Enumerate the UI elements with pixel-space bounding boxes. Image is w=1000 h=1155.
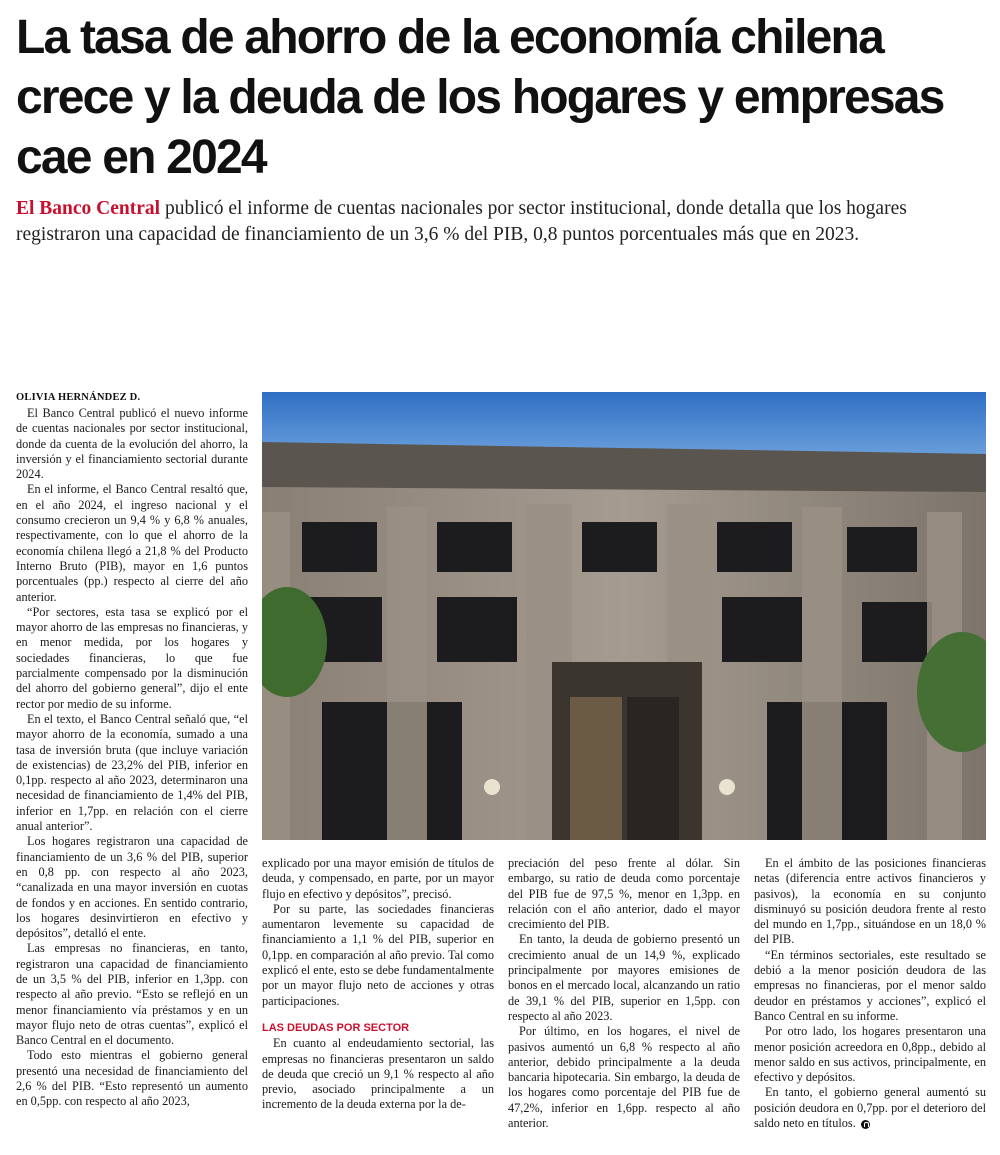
lede-text: publicó el informe de cuentas nacionales por sector institucional, donde detalla que los hogares registraron una capacidad de financiamiento de un 3,6 % del PIB, 0,8 puntos porcentuales más que en 2023. xyxy=(16,198,907,245)
paragraph: Los hogares registraron una capacidad de financiamiento de un 3,6 % del PIB, superior en 0,8 pp. con respecto al año 2023, “canalizada en una mayor inversión en cuotas de fondos y en acciones. En sentido contrario, los hogares desinvirtieron en efectivo y depósitos”, detalló el ente. xyxy=(16,834,248,941)
paragraph: preciación del peso frente al dólar. Sin embargo, su ratio de deuda como porcentaje del PIB fue de 97,5 %, menor en 1,3pp. en relación con el año anterior, dado el mayor crecimiento del PIB. xyxy=(508,856,740,932)
body-column-1 xyxy=(16,406,248,1110)
final-sentence: En tanto, el gobierno general aumentó su posición deudora en 0,7pp. por el deterioro del saldo neto en títulos. xyxy=(754,1085,986,1131)
paragraph: Por último, en los hogares, el nivel de pasivos aumentó un 6,8 % respecto al año anterior, debido principalmente a la deuda bancaria hipotecaria. Sin embargo, la deuda de los hogares como porcentaje del PIB fue de 47,2%, inferior en 1,6pp. respecto al año anterior. xyxy=(508,1024,740,1131)
central-bank-building-photo xyxy=(262,392,986,840)
article-end-icon xyxy=(861,1120,870,1129)
headline: La tasa de ahorro de la economía chilena crece y la deuda de los hogares y empresas cae en 2024 xyxy=(16,11,944,184)
paragraph: En el ámbito de las posiciones financieras netas (diferencia entre activos financieros y pasivos), la economía en su conjunto disminuyó su posición deudora frente al resto del mundo en 1,7pp., situándose en un 18,0 % del PIB. xyxy=(754,856,986,947)
body-column-4 xyxy=(754,856,986,1131)
body-column-3 xyxy=(508,856,740,1131)
paragraph: En el texto, el Banco Central señaló que, “el mayor ahorro de la economía, sumado a una tasa de inversión bruta (que incluye variación de existencias) de 23,2% del PIB, inferior en 0,1pp. respecto al año 2023, determinaron una necesidad de financiamiento de 1,4% del PIB, inferior en 1,7pp. en relación con el cierre anual anterior”. xyxy=(16,711,248,834)
paragraph xyxy=(754,1085,986,1131)
body-column-2 xyxy=(262,856,494,1113)
paragraph: Por su parte, las sociedades financieras aumentaron levemente su capacidad de financiamiento a 1,1 % del PIB, superior en 0,1pp. en comparación al año previo. Tal como explicó el ente, esto se debe fundamentalmente por un mayor flujo neto de acciones y otras participaciones. xyxy=(262,901,494,1008)
paragraph: “Por sectores, esta tasa se explicó por el mayor ahorro de las empresas no financieras, y en menor medida, por los hogares y sociedades financieras, lo que fue parcialmente compensado por la disminución del ahorro del gobierno general”, dijo el ente rector por medio de su informe. xyxy=(16,604,248,711)
paragraph: Por otro lado, los hogares presentaron una menor posición acreedora en 0,8pp., debido al menor saldo en sus activos, principalmente, en efectivo y depósitos. xyxy=(754,1024,986,1085)
byline: OLIVIA HERNÁNDEZ D. xyxy=(16,392,141,403)
lede xyxy=(16,196,976,248)
paragraph: El Banco Central publicó el nuevo informe de cuentas nacionales por sector institucional, donde da cuenta de la evolución del ahorro, la inversión y el financiamiento sectorial durante 2024. xyxy=(16,406,248,482)
section-subhead: LAS DEUDAS POR SECTOR xyxy=(262,1021,410,1034)
lede-highlight: El Banco Central xyxy=(16,198,161,219)
paragraph: explicado por una mayor emisión de títulos de deuda, y compensado, en parte, por un mayor flujo en efectivo y depósitos”, precisó. xyxy=(262,856,494,901)
paragraph: En tanto, la deuda de gobierno presentó un crecimiento anual de un 14,9 %, explicado principalmente por mayores emisiones de bonos en el mercado local, alcanzando un ratio de 39,1 % del PIB, superior en 1,5pp. con respecto al año 2023. xyxy=(508,932,740,1023)
paragraph: Las empresas no financieras, en tanto, registraron una capacidad de financiamiento de un 3,5 % del PIB, inferior en 1,3pp. con respecto al año previo. “Esto se reflejó en un menor financiamiento vía préstamos y en un mayor flujo neto de otras cuentas”, explicó el Banco Central en el documento. xyxy=(16,941,248,1048)
paragraph: “En términos sectoriales, este resultado se debió a la menor posición deudora de las empresas no financieras, por el menor saldo deudor en préstamos y acciones”, explicó el Banco Central en su informe. xyxy=(754,947,986,1023)
paragraph: En el informe, el Banco Central resaltó que, en el año 2024, el ingreso nacional y el consumo crecieron un 9,4 % y 6,8 % anuales, respectivamente, con lo que el ahorro de la economía chilena llegó a 21,8 % del Producto Interno Bruto (PIB), mayor en 1,6 puntos porcentuales (pp.) respecto al cierre del año anterior. xyxy=(16,482,248,604)
paragraph: Todo esto mientras el gobierno general presentó una necesidad de financiamiento del 2,6 % del PIB. “Esto representó un aumento en 0,5pp. con respecto al año 2023, xyxy=(16,1048,248,1109)
paragraph: En cuanto al endeudamiento sectorial, las empresas no financieras presentaron un saldo de deuda que creció un 9,1 % respecto al año previo, asociado principalmente a un incremento de la deuda externa por la de- xyxy=(262,1036,494,1112)
